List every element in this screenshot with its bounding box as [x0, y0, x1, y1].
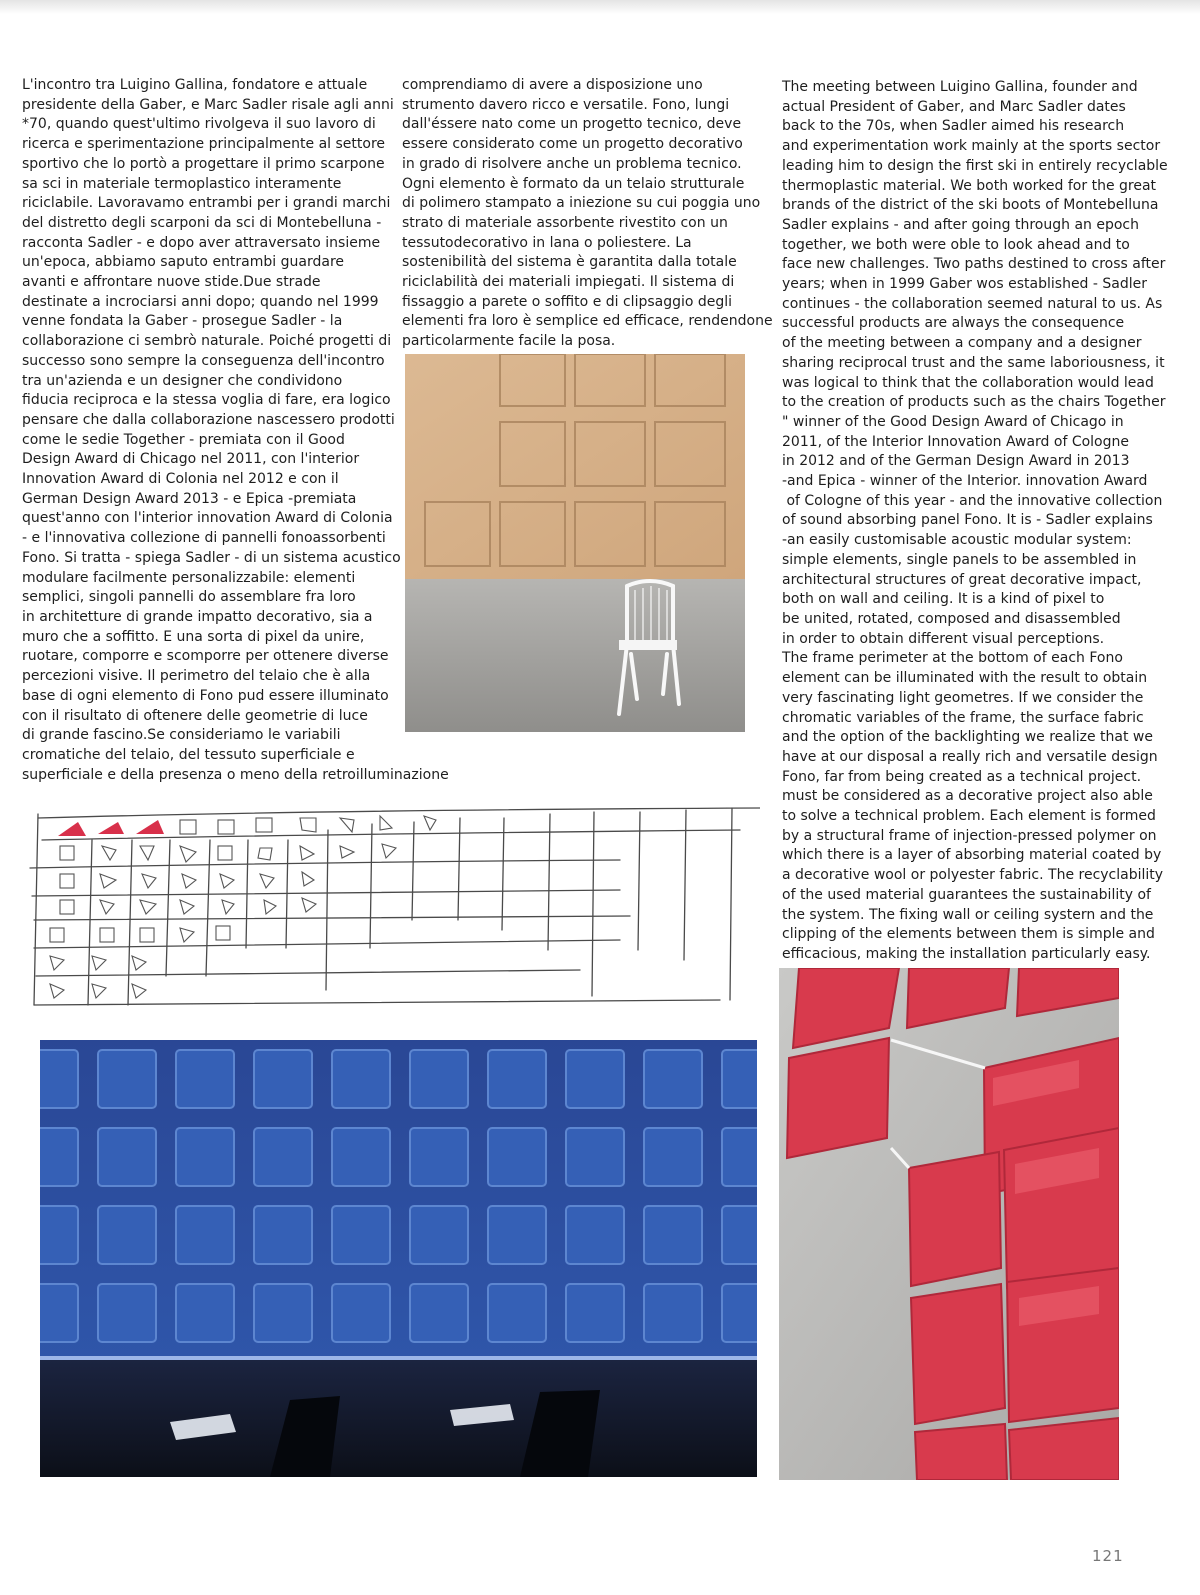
- text-line: venne fondata la Gaber - prosegue Sadler - la: [22, 313, 343, 330]
- text-line: of Cologne of this year - and the innovative collection: [782, 492, 1163, 509]
- text-line: cromatiche del telaio, del tessuto superficiale e: [22, 746, 355, 763]
- text-line: strato di materiale assorbente rivestito con un: [402, 214, 728, 231]
- text-line: architectural structures of great decorative impact,: [782, 571, 1142, 588]
- text-line: in grado di risolvere anche un problema tecnico.: [402, 155, 742, 172]
- text-line: modulare facilmente personalizzabile: elementi: [22, 569, 356, 586]
- text-line: Fono. Si tratta - spiega Sadler - di un sistema acustico: [22, 549, 401, 566]
- text-line: of the meeting between a company and a designer: [782, 335, 1142, 352]
- text-line: dall'éssere nato come un progetto tecnico, deve: [402, 116, 742, 133]
- text-line: was logical to think that the collaboration would lead: [782, 374, 1154, 391]
- text-line: racconta Sadler - e dopo aver attraversato insieme: [22, 234, 381, 251]
- text-line: back to the 70s, when Sadler aimed his research: [782, 118, 1125, 135]
- text-line: Sadler explains - and after going through an epoch: [782, 216, 1139, 233]
- text-line: strumento davero ricco e versatile. Fono, lungi: [402, 96, 730, 113]
- text-line: to solve a technical problem. Each element is formed: [782, 808, 1156, 825]
- text-line: very fascinating light geometres. If we consider the: [782, 689, 1144, 706]
- text-line: " winner of the Good Design Award of Chicago in: [782, 413, 1124, 430]
- text-line: percezioni visive. Il perimetro del telaio che è alla: [22, 668, 371, 685]
- text-line: di polimero stampato a iniezione su cui poggia uno: [402, 195, 761, 212]
- text-line: come le sedie Together - premiata con il Good: [22, 431, 345, 448]
- text-line: presidente della Gaber, e Marc Sadler risale agli anni: [22, 96, 394, 113]
- text-line: both on wall and ceiling. It is a kind of pixel to: [782, 591, 1105, 608]
- red-panel-image: [779, 968, 1119, 1480]
- text-line: The meeting between Luigino Gallina, founder and: [782, 79, 1138, 95]
- text-line: di grande fascino.Se consideriamo le variabili: [22, 727, 341, 744]
- text-line: essere considerato come un progetto decorativo: [402, 136, 743, 153]
- cork-panel-chair-photo: [405, 354, 745, 732]
- text-line: ruotare, comporre e scomporre per ottenere diverse: [22, 648, 389, 665]
- text-line: efficacious, making the installation particularly easy.: [782, 945, 1151, 962]
- text-line: in architetture di grande impatto decorativo, sia a: [22, 608, 373, 625]
- italian-text-column-1: [22, 76, 449, 785]
- text-line: must be considered as a decorative project also able: [782, 788, 1153, 805]
- text-line: in 2012 and of the German Design Award in 2013: [782, 453, 1130, 470]
- text-line: -an easily customisable acoustic modular system:: [782, 532, 1132, 549]
- italian-text-column-2: [402, 76, 773, 352]
- text-line: superficiale e della presenza o meno della retroilluminazione: [22, 766, 449, 783]
- text-line: by a structural frame of injection-pressed polymer on: [782, 827, 1157, 844]
- text-line: a decorative wool or polyester fabric. The recyclability: [782, 867, 1164, 884]
- text-line: sostenibilità del sistema è garantita dalla totale: [402, 254, 737, 271]
- text-line: together, we both were oble to look ahead and to: [782, 236, 1130, 253]
- text-line: the system. The fixing wall or ceiling systern and the: [782, 906, 1154, 923]
- text-line: be united, rotated, composed and disassembled: [782, 610, 1121, 627]
- text-line: sharing reciprocal trust and the same laboriousness, it: [782, 354, 1165, 371]
- text-line: collaborazione ci sembrò naturale. Poiché progetti di: [22, 333, 392, 350]
- text-line: thermoplastic material. We both worked for the great: [782, 177, 1157, 194]
- text-line: semplici, singoli pannelli do assemblare fra loro: [22, 589, 356, 606]
- text-line: particolarmente facile la posa.: [402, 333, 616, 350]
- text-line: tra un'azienda e un designer che condividono: [22, 372, 343, 389]
- text-line: successo sono sempre la conseguenza dell'incontro: [22, 352, 385, 369]
- text-line: Fono, far from being created as a technical project.: [782, 768, 1142, 785]
- text-line: face new challenges. Two paths destined to cross after: [782, 256, 1166, 273]
- text-line: Innovation Award di Colonia nel 2012 e con il: [22, 471, 339, 488]
- text-line: years; when in 1999 Gaber wos established - Sadler: [782, 276, 1148, 293]
- text-line: 2011, of the Interior Innovation Award of Cologne: [782, 433, 1129, 450]
- text-line: elementi fra loro è semplice ed efficace, rendendone: [402, 313, 773, 330]
- text-line: of the used material guarantees the sustainability of: [782, 886, 1151, 903]
- text-line: successful products are always the consequence: [782, 315, 1125, 332]
- text-line: continues - the collaboration seemed natural to us. As: [782, 295, 1163, 312]
- text-line: in order to obtain different visual perceptions.: [782, 630, 1105, 647]
- text-line: which there is a layer of absorbing material coated by: [782, 847, 1162, 864]
- text-line: fiducia reciproca e la stessa voglia di fare, era logico: [22, 392, 391, 409]
- text-line: and the option of the backlighting we realize that we: [782, 729, 1153, 746]
- text-line: have at our disposal a really rich and versatile design: [782, 748, 1158, 765]
- text-line: L'incontro tra Luigino Gallina, fondatore e attuale: [22, 77, 368, 93]
- text-line: muro che a soffitto. E una sorta di pixel da unire,: [22, 628, 365, 645]
- text-line: tessutodecorativo in lana o poliestere. La: [402, 234, 692, 251]
- text-line: riciclabile. Lavoravamo entrambi per i grandi marchi: [22, 195, 391, 212]
- text-line: clipping of the elements between them is simple and: [782, 926, 1155, 943]
- text-line: Design Award di Chicago nel 2011, con l'interior: [22, 451, 360, 468]
- text-line: riciclabilità dei materiali impiegati. Il sistema di: [402, 274, 735, 291]
- sketch-grid-image: [20, 800, 760, 1015]
- text-line: -and Epica - winner of the Interior. innovation Award: [782, 473, 1148, 490]
- text-line: brands of the district of the ski boots of Montebelluna: [782, 197, 1159, 214]
- red-panel-wall-photo: [779, 968, 1119, 1480]
- text-line: con il risultato di oftenere delle geometrie di luce: [22, 707, 368, 724]
- text-line: avanti e affrontare nuove stide.Due strade: [22, 274, 321, 291]
- text-line: - e l'innovativa collezione di pannelli fonoassorbenti: [22, 530, 386, 547]
- text-line: quest'anno con l'interior innovation Award di Colonia: [22, 510, 393, 527]
- text-line: un'epoca, abbiamo saputo entrambi guardare: [22, 254, 344, 271]
- text-line: *70, quando quest'ultimo rivolgeva il suo lavoro di: [22, 116, 376, 133]
- text-line: ricerca e sperimentazione principalmente al settore: [22, 136, 386, 153]
- text-line: sportivo che lo portò a progettare il primo scarpone: [22, 155, 385, 172]
- text-line: simple elements, single panels to be assembled in: [782, 551, 1137, 568]
- english-text-column: [782, 78, 1168, 965]
- text-line: del distretto degli scarponi da sci di Montebelluna -: [22, 214, 382, 231]
- text-line: Ogni elemento è formato da un telaio strutturale: [402, 175, 745, 192]
- text-line: destinate a incrociarsi anni dopo; quando nel 1999: [22, 293, 379, 310]
- text-line: to the creation of products such as the chairs Together: [782, 394, 1166, 411]
- text-line: fissaggio a parete o soffito e di clipsaggio degli: [402, 293, 733, 310]
- text-line: leading him to design the first ski in entirely recyclable: [782, 157, 1168, 174]
- text-line: of sound absorbing panel Fono. It is - Sadler explains: [782, 512, 1153, 529]
- cork-panel-chair-image: [405, 354, 745, 732]
- text-line: element can be illuminated with the result to obtain: [782, 670, 1148, 687]
- text-line: and experimentation work mainly at the sports sector: [782, 138, 1161, 155]
- blue-panel-image: [40, 1040, 757, 1477]
- text-line: German Design Award 2013 - e Epica -premiata: [22, 490, 357, 507]
- page-number: 121: [1092, 1547, 1124, 1565]
- text-line: comprendiamo di avere a disposizione uno: [402, 77, 703, 93]
- text-line: The frame perimeter at the bottom of each Fono: [782, 650, 1123, 667]
- text-line: actual President of Gaber, and Marc Sadler dates: [782, 98, 1126, 115]
- blue-panel-wall-photo: [40, 1040, 757, 1477]
- text-line: pensare che dalla collaborazione nascessero prodotti: [22, 411, 395, 428]
- text-line: sa sci in materiale termoplastico interamente: [22, 175, 342, 192]
- hand-sketch-drawing: [20, 800, 760, 1015]
- text-line: base di ogni elemento di Fono pud essere illuminato: [22, 687, 389, 704]
- top-edge-shade: [0, 0, 1200, 14]
- text-line: chromatic variables of the frame, the surface fabric: [782, 709, 1144, 726]
